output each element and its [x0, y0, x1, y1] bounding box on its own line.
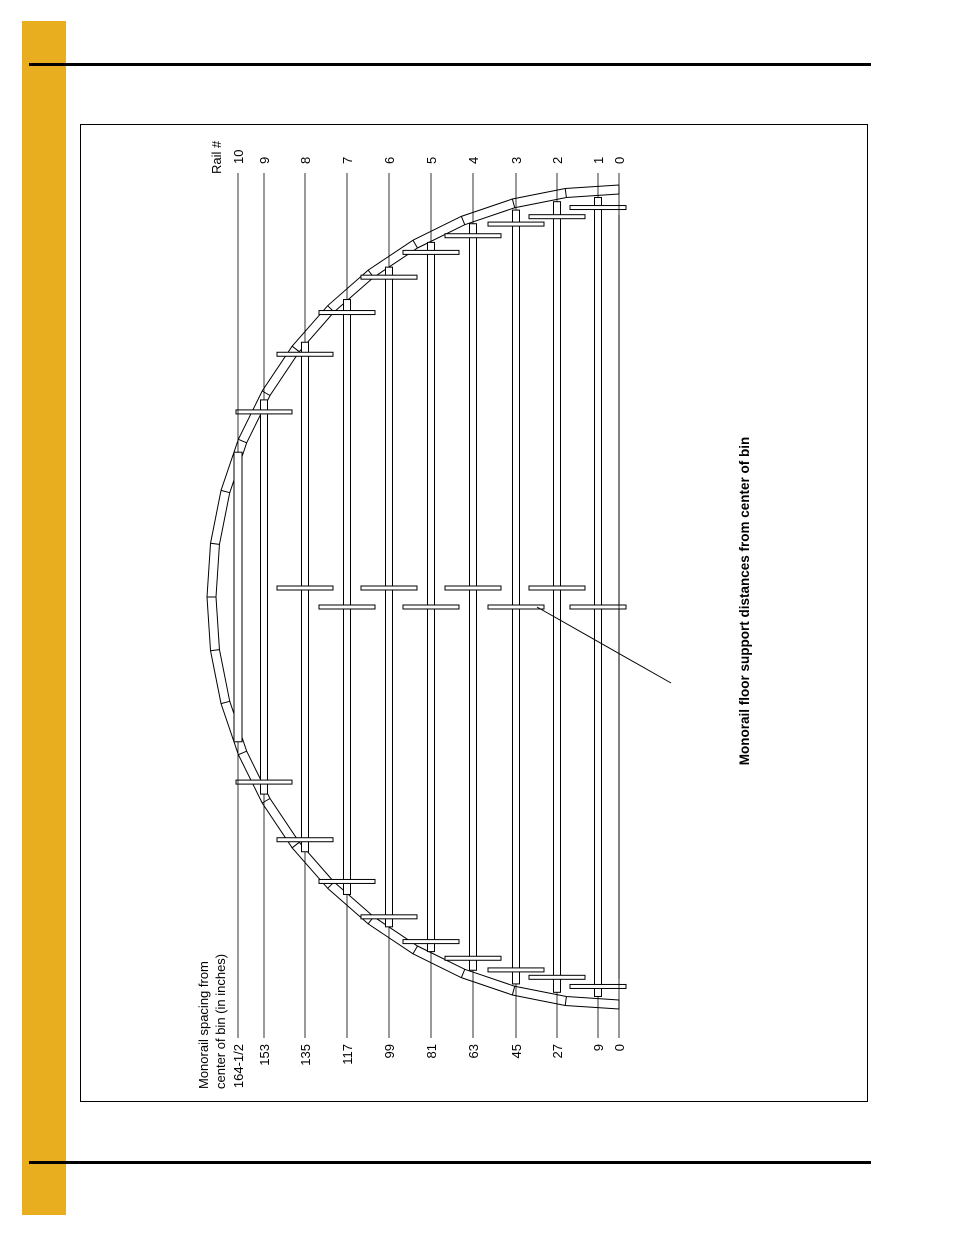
bin-wall-joint: [238, 439, 246, 442]
floor-support: [529, 215, 585, 219]
floor-support: [361, 915, 417, 919]
floor-support: [570, 984, 626, 988]
floor-support: [277, 586, 333, 590]
bin-wall-joint: [262, 799, 270, 804]
floor-support: [403, 940, 459, 944]
floor-support: [529, 975, 585, 979]
floor-support: [319, 605, 375, 609]
rail-number-label: 3: [509, 156, 524, 164]
rail-spacing-label: 99: [382, 1044, 397, 1059]
rail-number-label: 4: [466, 156, 481, 164]
bin-wall-joint: [238, 751, 246, 754]
bin-wall-joint: [512, 199, 514, 208]
floor-support: [236, 780, 292, 784]
bin-wall-joint: [461, 216, 464, 224]
floor-support: [445, 956, 501, 960]
bin-wall-joint: [413, 946, 418, 954]
rail-spacing-label: 63: [466, 1044, 481, 1059]
floor-support: [236, 410, 292, 414]
bin-wall-joint: [221, 701, 230, 703]
bin-wall-joint: [565, 189, 566, 198]
floor-support: [361, 586, 417, 590]
rail-8: [302, 342, 309, 851]
bin-wall-joint: [512, 986, 514, 995]
bin-wall-joint: [565, 997, 566, 1006]
rail-spacing-label: 135: [298, 1044, 313, 1066]
floor-support: [488, 968, 544, 972]
floor-support: [361, 275, 417, 279]
bin-wall-joint: [292, 842, 299, 847]
rail-spacing-label: 81: [424, 1044, 439, 1059]
rail-spacing-label: 27: [550, 1044, 565, 1059]
rail-number-label: 6: [382, 156, 397, 164]
rail-number-label: 7: [340, 156, 355, 164]
bin-wall-joint: [221, 490, 230, 492]
floor-support: [277, 838, 333, 842]
rail-number-label: 5: [424, 156, 439, 164]
rail-number-label: 9: [257, 156, 272, 164]
monorail-diagram: [81, 125, 867, 1101]
floor-support: [488, 222, 544, 226]
rail-spacing-label: 0: [612, 1044, 627, 1052]
rail-7: [344, 300, 351, 895]
floor-support: [570, 206, 626, 210]
footer-rule: [29, 1161, 871, 1164]
rail-number-label: 10: [231, 149, 246, 164]
rail-10: [234, 452, 242, 742]
floor-support: [277, 352, 333, 356]
rail-number-label: 8: [298, 156, 313, 164]
rail-number-label: 1: [591, 156, 606, 164]
rail-spacing-label: 153: [257, 1044, 272, 1066]
floor-support: [319, 311, 375, 315]
rail-heading: Rail #: [209, 140, 224, 174]
side-tab: [22, 21, 66, 1215]
floor-support: [445, 234, 501, 238]
figure-frame: [80, 124, 868, 1102]
rail-spacing-label: 164-1/2: [231, 1044, 246, 1089]
rail-6: [386, 267, 393, 927]
bin-wall-joint: [461, 969, 464, 977]
callout-label: Monorail floor support distances from center of bin: [737, 436, 752, 766]
rails: [234, 198, 619, 997]
rail-3: [513, 210, 520, 984]
bin-wall-joint: [262, 391, 270, 396]
bin-wall-joint: [211, 650, 220, 651]
rail-number-label: 0: [612, 156, 627, 164]
rail-2: [554, 202, 561, 993]
bin-wall-joint: [211, 543, 220, 544]
floor-support: [570, 605, 626, 609]
floor-support: [488, 605, 544, 609]
rail-1: [595, 198, 602, 997]
rail-5: [428, 242, 435, 951]
rail-4: [470, 224, 477, 971]
bin-wall-joint: [413, 240, 418, 248]
spacing-heading-line1: Monorail spacing from: [196, 961, 211, 1089]
bin-wall-joint: [292, 346, 299, 351]
rail-spacing-label: 45: [509, 1044, 524, 1059]
floor-support: [445, 586, 501, 590]
floor-support: [319, 879, 375, 883]
floor-support: [529, 586, 585, 590]
spacing-heading-line2: center of bin (in inches): [213, 953, 228, 1089]
rail-number-label: 2: [550, 156, 565, 164]
header-rule: [29, 63, 871, 66]
rail-9: [261, 400, 268, 794]
floor-support: [403, 250, 459, 254]
floor-support: [403, 605, 459, 609]
rail-spacing-label: 117: [340, 1044, 355, 1065]
rail-spacing-label: 9: [591, 1044, 606, 1052]
